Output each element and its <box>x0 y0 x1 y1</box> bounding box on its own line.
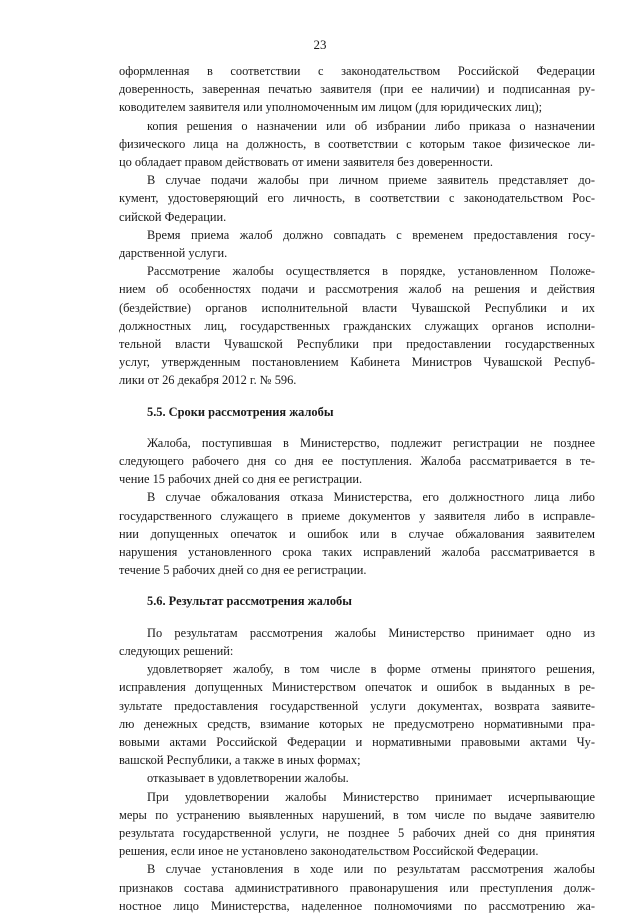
text-line: Рассмотрение жалобы осуществляется в порядке, установленном Положе- <box>147 264 595 279</box>
paragraph <box>119 769 595 787</box>
text-line: должностных лиц, государственных гражданских служащих органов исполни- <box>119 318 595 333</box>
text-line: отказывает в удовлетворении жалобы. <box>147 771 349 786</box>
text-line: следующих решений: <box>119 643 234 658</box>
text-line: государственного служащего в приеме документов у заявителя либо в исправле- <box>119 508 595 523</box>
paragraph <box>119 860 595 915</box>
text-line: услуг, утвержденным постановлением Кабинета Министров Чувашской Респуб- <box>119 355 595 370</box>
text-line: (бездействие) органов исполнительной власти Чувашской Республики и их <box>119 300 595 315</box>
text-line: При удовлетворении жалобы Министерство принимает исчерпывающие <box>147 789 595 804</box>
intro-paragraphs <box>119 62 595 390</box>
text-line: копия решения о назначении или об избрании либо приказа о назначении <box>147 118 595 133</box>
text-line: оформленная в соответствии с законодательством Российской Федерации <box>119 64 595 78</box>
text-line: сийской Федерации. <box>119 209 227 224</box>
text-line: В случае установления в ходе или по результатам рассмотрения жалобы <box>147 862 595 877</box>
text-line: течение 5 рабочих дней со дня ее регистрации. <box>119 563 367 578</box>
text-line: дарственной услуги. <box>119 246 228 261</box>
text-line: Жалоба, поступившая в Министерство, подлежит регистрации не позднее <box>147 435 595 450</box>
text-line: лю денежных средств, взимание которых не предусмотрено нормативными пра- <box>119 716 595 731</box>
section-5-5-body <box>119 434 595 580</box>
section-heading-5-6: 5.6. Результат рассмотрения жалобы <box>147 594 352 609</box>
text-line: цо обладает правом действовать от имени заявителя без доверенности. <box>119 155 493 170</box>
text-line: исправления допущенных Министерством опечаток и ошибок в выданных в ре- <box>119 680 595 695</box>
text-line: ностное лицо Министерства, наделенное полномочиями по рассмотрению жа- <box>119 898 595 913</box>
text-line: физического лица на должность, в соответствии с которым такое физическое ли- <box>119 136 595 151</box>
paragraph <box>119 226 595 262</box>
paragraph <box>119 434 595 489</box>
text-line: тельной власти Чувашской Республики при предоставлении государственных <box>119 337 595 352</box>
paragraph <box>119 660 595 769</box>
text-line: Время приема жалоб должно совпадать с временем предоставления госу- <box>147 227 595 242</box>
text-line: вовыми актами Российской Федерации и нормативными правовыми актами Чу- <box>119 734 595 749</box>
text-line: кумент, удостоверяющий его личность, в соответствии с законодательством Рос- <box>119 191 595 206</box>
document-body <box>119 62 595 915</box>
text-line: вашской Республики, а также в иных формах; <box>119 753 361 768</box>
text-line: решения, если иное не установлено законодательством Российской Федерации. <box>119 844 539 859</box>
text-line: чение 15 рабочих дней со дня ее регистрации. <box>119 472 363 487</box>
paragraph <box>119 262 595 389</box>
text-line: удовлетворяет жалобу, в том числе в форме отмены принятого решения, <box>147 662 595 677</box>
paragraph <box>119 62 595 117</box>
paragraph <box>119 624 595 660</box>
section-heading-5-5: 5.5. Сроки рассмотрения жалобы <box>147 404 334 419</box>
text-line: признаков состава административного правонарушения или преступления долж- <box>119 880 595 895</box>
text-line: результата государственной услуги, не позднее 5 рабочих дней со дня принятия <box>119 825 595 840</box>
paragraph <box>119 488 595 579</box>
text-line: В случае подачи жалобы при личном приеме заявитель представляет до- <box>147 173 595 188</box>
text-line: ководителем заявителя или уполномоченным им лицом (для юридических лиц); <box>119 100 543 115</box>
text-line: По результатам рассмотрения жалобы Министерство принимает одно из <box>147 625 595 640</box>
text-line: доверенность, заверенная печатью заявителя (при ее наличии) и подписанная ру- <box>119 82 595 97</box>
text-line: следующего рабочего дня со дня ее поступления. Жалоба рассматривается в те- <box>119 454 595 469</box>
page-number: 23 <box>313 37 327 52</box>
text-line: нарушения установленного срока таких исправлений жалоба рассматривается в <box>119 545 595 560</box>
text-line: В случае обжалования отказа Министерства, его должностного лица либо <box>147 490 595 505</box>
text-line: лики от 26 декабря 2012 г. № 596. <box>119 373 297 388</box>
text-line: нием об особенностях подачи и рассмотрения жалоб на решения и действия <box>119 282 595 297</box>
text-line: меры по устранению выявленных нарушений, в том числе по выдаче заявителю <box>119 807 595 822</box>
paragraph <box>119 171 595 226</box>
paragraph <box>119 788 595 861</box>
text-line: зультате предоставления государственной услуги документах, возврата заявите- <box>119 698 595 713</box>
section-5-6-body <box>119 624 595 915</box>
paragraph <box>119 117 595 172</box>
text-line: нии допущенных опечаток и ошибок или в случае обжалования заявителем <box>119 526 595 541</box>
